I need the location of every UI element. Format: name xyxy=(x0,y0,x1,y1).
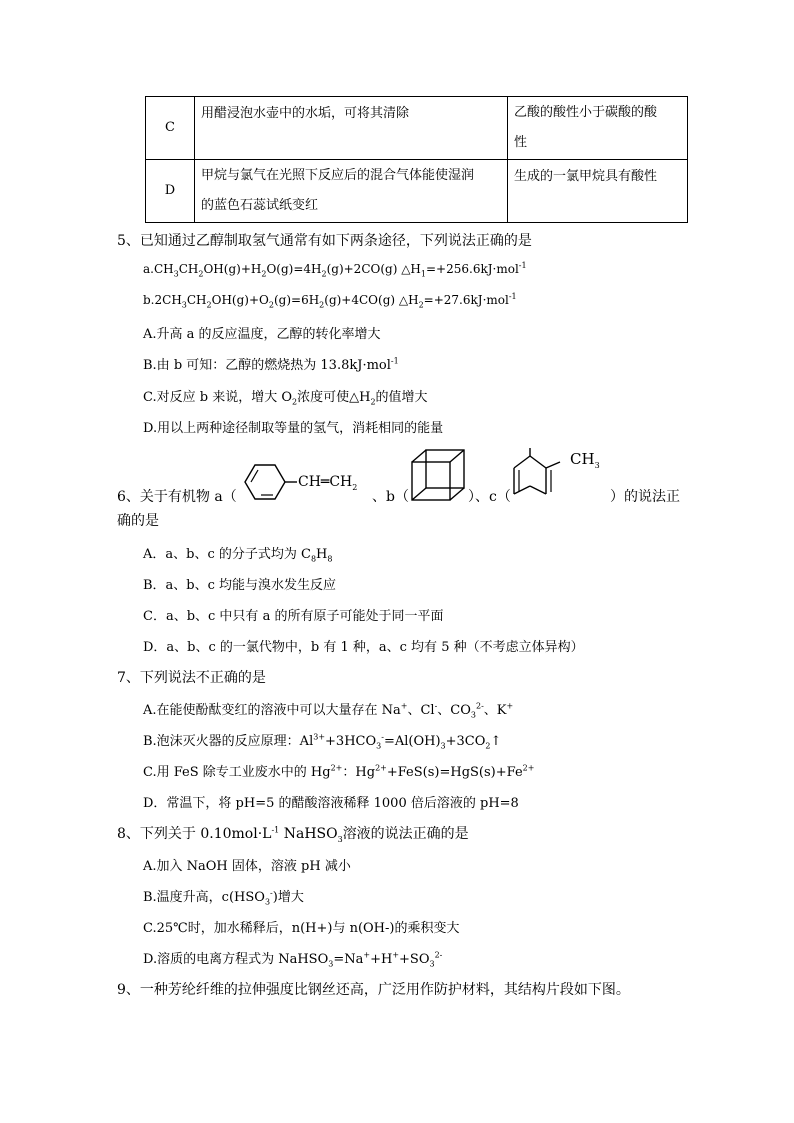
question-6-stem-2: 确的是 xyxy=(117,513,159,529)
row-result: 乙酸的酸性小于碳酸的酸 性 xyxy=(508,97,688,160)
q8-option-b: B.温度升高，$c(HSO_3^-)$增大 xyxy=(143,888,304,907)
styrene-vinyl-label: $CH═CH_2$ xyxy=(298,474,358,492)
q5-option-c: C.对反应 b 来说，增大 $O_2$浓度可使$\triangle H_2$的值增大 xyxy=(143,390,428,407)
question-6-stem-c: ）、c（ xyxy=(468,489,511,505)
q6-option-c: C．a、b、c 中只有 a 的所有原子可能处于同一平面 xyxy=(143,609,444,624)
question-6-stem-end: ）的说法正 xyxy=(610,489,680,505)
q8-option-d: D.溶质的电离方程式为 $NaHSO_3=Na^++H^++SO_3^{2-}$ xyxy=(143,950,443,969)
q5-equation-a: $a.CH_3CH_2OH(g)+H_2O(g)=4H_2(g)+2CO(g)$ $\triangle H_1=+256.6kJ\cdot mol^{-1}$ xyxy=(143,261,527,279)
q8-option-c: C.25℃时，加水稀释后，n(H+)与 n(OH-)的乘积变大 xyxy=(143,921,460,936)
cubane-structure-icon xyxy=(408,446,468,504)
q7-option-c: C.用 FeS 除专工业废水中的 $Hg^{2+}$：$Hg^{2+}+FeS(s)=HgS(s)+Fe^{2+}$ xyxy=(143,763,535,780)
row-content: 用醋浸泡水壶中的水垢，可将其清除 xyxy=(195,97,508,160)
table-row xyxy=(146,160,688,223)
options-table xyxy=(145,96,688,223)
q6-option-a: A．a、b、c 的分子式均为 $C_8H_8$ xyxy=(143,547,333,564)
q5-option-b: B.由 b 可知：乙醇的燃烧热为 13.8kJ·mol$^{-1}$ xyxy=(143,356,399,373)
q5-equation-b: $b.2CH_3CH_2OH(g)+O_2(g)=6H_2(g)+4CO(g)$ $\triangle H_2=+27.6kJ\cdot mol^{-1}$ xyxy=(143,292,517,310)
row-label: C xyxy=(146,97,195,160)
q8-option-a: A.加入 NaOH 固体，溶液 pH 减小 xyxy=(143,859,351,874)
question-6-stem-b: 、b（ xyxy=(372,489,409,505)
row-label: D xyxy=(146,160,195,223)
q6-option-d: D．a、b、c 的一氯代物中，b 有 1 种，a、c 均有 5 种（不考虑立体异构） xyxy=(143,640,584,655)
q5-option-a: A.升高 a 的反应温度，乙醇的转化率增大 xyxy=(143,327,381,342)
q7-option-a: A.在能使酚酞变红的溶液中可以大量存在 Na+、Cl-、$CO_3^{2-}$、K+ xyxy=(143,701,514,720)
q7-option-d: D．常温下，将 pH=5 的醋酸溶液稀释 1000 倍后溶液的 pH=8 xyxy=(143,796,519,811)
q5-option-d: D.用以上两种途径制取等量的氢气，消耗相同的能量 xyxy=(143,421,444,436)
bicyclic-diene-structure-icon xyxy=(504,440,580,504)
table-row xyxy=(146,97,688,160)
question-5-stem: 5、已知通过乙醇制取氢气通常有如下两条途径，下列说法正确的是 xyxy=(117,233,532,249)
row-content: 甲烷与氯气在光照下反应后的混合气体能使湿润 的蓝色石蕊试纸变红 xyxy=(195,160,508,223)
row-result: 生成的一氯甲烷具有酸性 xyxy=(508,160,688,223)
question-8-stem: 8、下列关于 $0.10mol\cdot L^{-1}$ NaHSO$_3$溶液的说法正确的是 xyxy=(117,825,469,844)
q6-option-b: B．a、b、c 均能与溴水发生反应 xyxy=(143,578,337,593)
methyl-label: $CH_3$ xyxy=(570,450,600,470)
question-9-stem: 9、一种芳纶纤维的拉伸强度比钢丝还高，广泛用作防护材料，其结构片段如下图。 xyxy=(117,982,630,998)
question-6-stem-a: 6、关于有机物 a（ xyxy=(117,489,237,505)
question-7-stem: 7、下列说法不正确的是 xyxy=(117,670,266,686)
q7-option-b: B.泡沫灭火器的反应原理：$Al^{3+}+3HCO_3^-=Al(OH)_3+3CO_2↑$ xyxy=(143,732,502,751)
